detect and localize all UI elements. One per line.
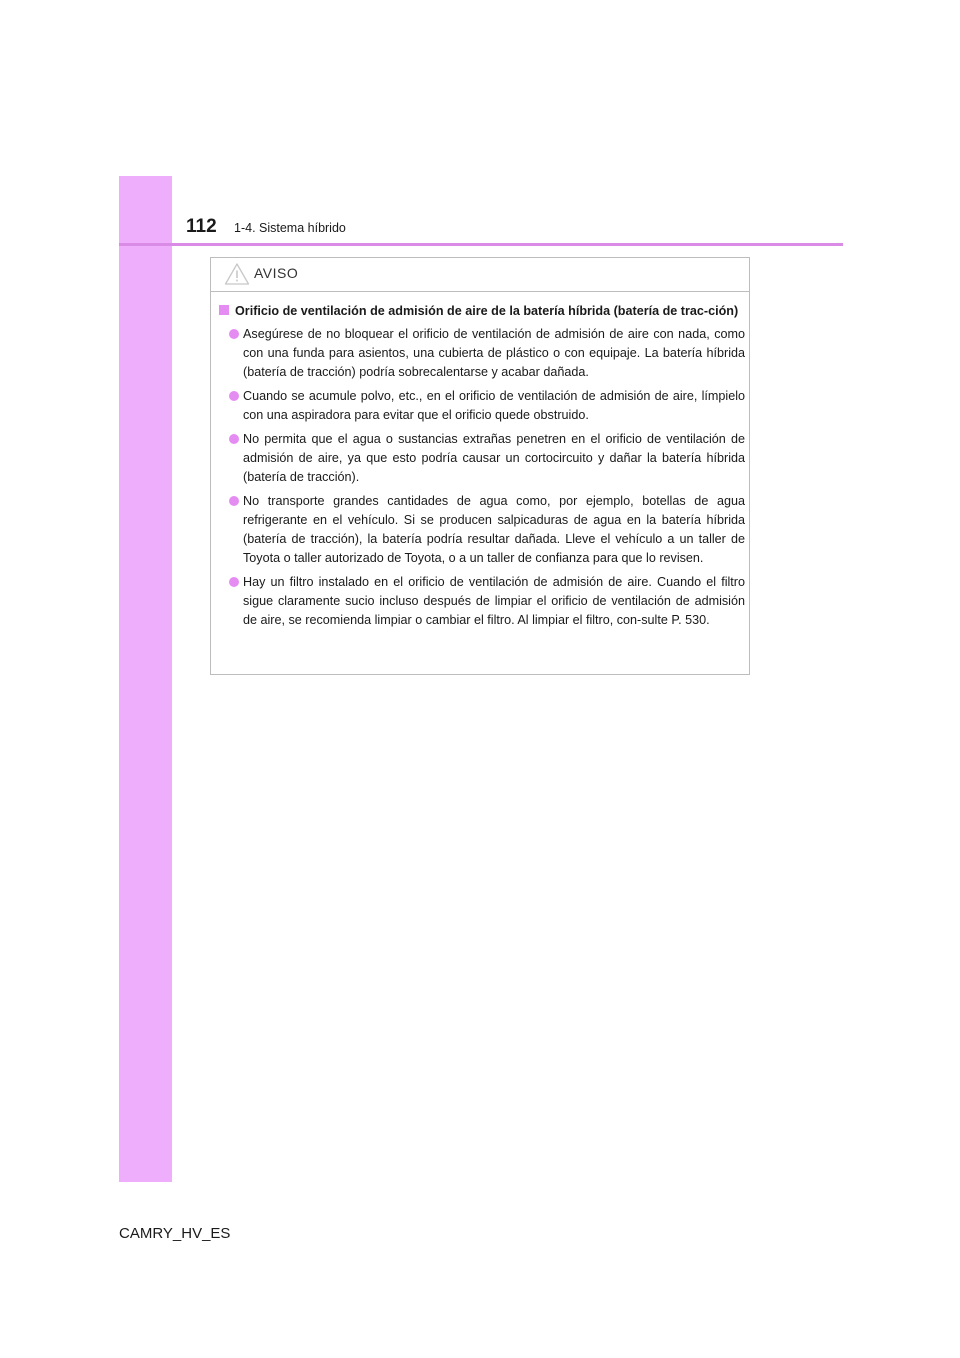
warning-triangle-icon xyxy=(224,262,250,286)
warning-notice-box xyxy=(210,257,750,675)
circle-bullet-icon xyxy=(229,434,239,444)
circle-bullet-icon xyxy=(229,496,239,506)
section-title: 1-4. Sistema híbrido xyxy=(234,221,346,235)
list-item-text: Asegúrese de no bloquear el orificio de ventilación de admisión de aire con nada, como con una funda para asientos, una cubierta de plástico o con equipaje. La batería híbrida (batería de tracción) podría sobrecalentarse y acabar dañada. xyxy=(243,327,745,379)
square-bullet-icon xyxy=(219,305,229,315)
circle-bullet-icon xyxy=(229,391,239,401)
document-code: CAMRY_HV_ES xyxy=(119,1225,231,1242)
list-item-text: Cuando se acumule polvo, etc., en el orificio de ventilación de admisión de aire, límpielo con una aspiradora para evitar que el orificio quede obstruido. xyxy=(243,389,745,422)
notice-title: AVISO xyxy=(254,265,299,281)
list-item xyxy=(219,387,745,425)
list-item xyxy=(219,325,745,382)
list-item xyxy=(219,573,745,630)
notice-body xyxy=(219,302,745,635)
header-divider xyxy=(119,243,843,246)
list-item xyxy=(219,430,745,487)
page-number: 112 xyxy=(186,216,217,237)
notice-subheading-text: Orificio de ventilación de admisión de aire de la batería híbrida (batería de trac-ción) xyxy=(235,304,739,318)
notice-subheading xyxy=(219,302,745,321)
circle-bullet-icon xyxy=(229,329,239,339)
list-item-text: No permita que el agua o sustancias extrañas penetren en el orificio de ventilación de admisión de aire, ya que esto podría causar un cortocircuito y dañar la batería híbrida (batería de tracción). xyxy=(243,432,745,484)
side-color-bar xyxy=(119,176,172,1182)
list-item-text: No transporte grandes cantidades de agua como, por ejemplo, botellas de agua refrigerante en el vehículo. Si se producen salpicaduras de agua en la batería híbrida (batería de tracción), la batería podría resultar dañada. Lleve el vehículo a un taller de Toyota o taller autorizado de Toyota, o a un taller de confianza para que lo revisen. xyxy=(243,494,745,565)
list-item-text: Hay un filtro instalado en el orificio de ventilación de admisión de aire. Cuando el filtro sigue claramente sucio incluso después de limpiar el orificio de ventilación de admisión de aire, se recomienda limpiar o cambiar el filtro. Al limpiar el filtro, con-sulte P. 530. xyxy=(243,575,745,627)
circle-bullet-icon xyxy=(229,577,239,587)
list-item xyxy=(219,492,745,568)
notice-header xyxy=(211,258,749,292)
